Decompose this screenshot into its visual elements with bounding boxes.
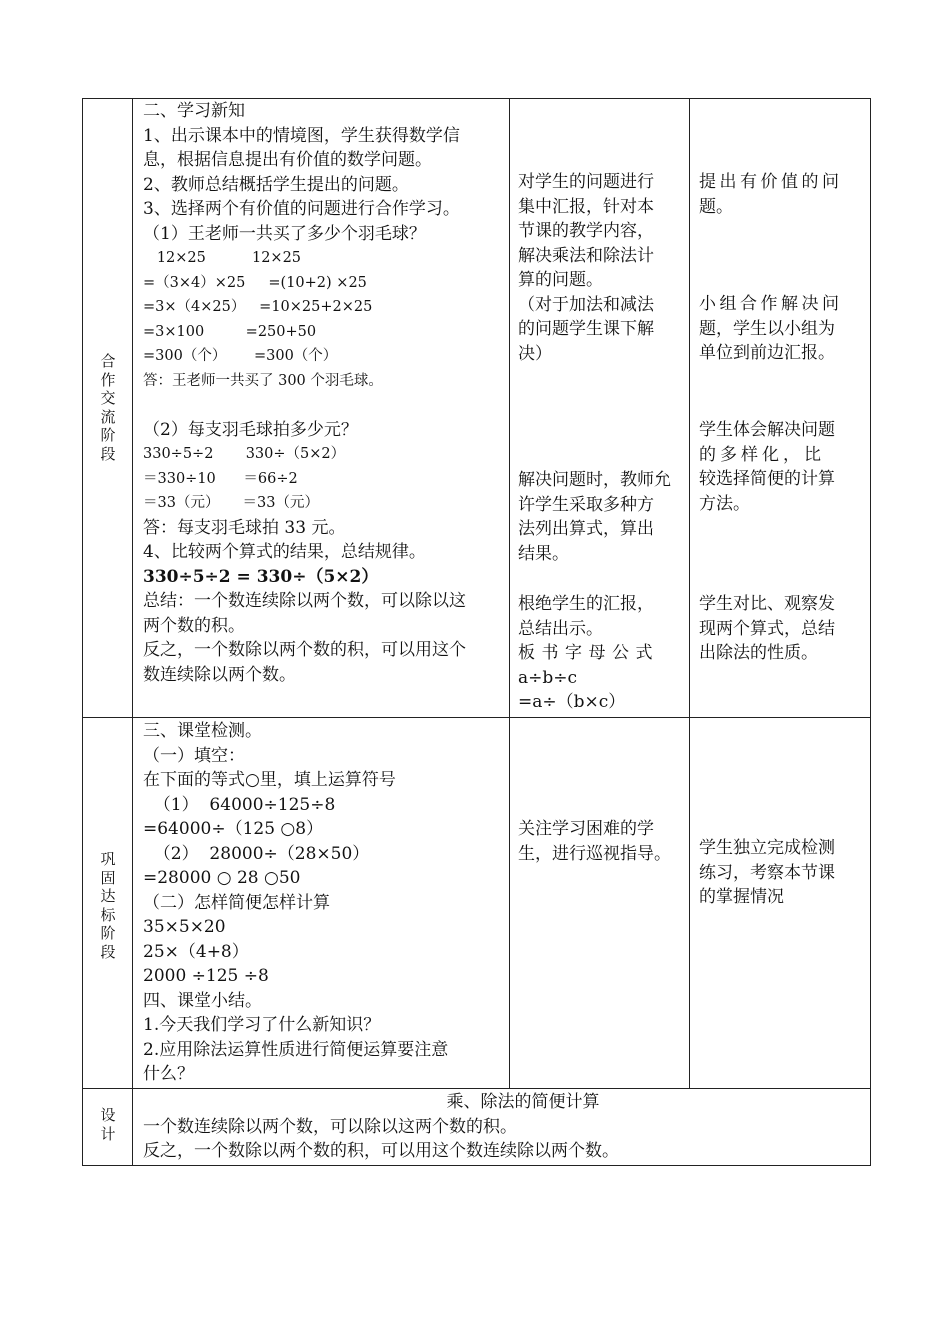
stage1-student-activity-2	[699, 292, 864, 366]
calc-line: ＝33（元） ＝33（元）	[143, 495, 319, 511]
section-heading: 四、课堂小结。	[143, 990, 262, 1011]
student-line: 学生对比、观察发	[699, 594, 835, 614]
row-divider-2	[82, 1088, 871, 1089]
stage2-teacher-activity	[518, 817, 683, 866]
stage1-teacher-activity-1	[518, 170, 683, 366]
table-border-bottom	[82, 1165, 871, 1166]
lesson-plan-table	[82, 98, 871, 1166]
teacher-line: 总结出示。	[518, 618, 603, 639]
division-formula: 330÷5÷2 = 330÷（5×2）	[143, 566, 379, 587]
stage1-student-activity-4	[699, 592, 864, 666]
teacher-line: 解决问题时，教师允	[518, 470, 671, 490]
board-design-label: 设 计	[100, 1106, 116, 1143]
content-line: 3、选择两个有价值的问题进行合作学习。	[143, 199, 460, 219]
summary-line: 两个数的积。	[143, 615, 245, 636]
teacher-line: 结果。	[518, 543, 569, 564]
student-line: 题。	[699, 196, 733, 217]
table-divider-teacher	[509, 98, 510, 1088]
student-line: 的多样化，比	[699, 444, 825, 465]
summary-line: 反之，一个数除以两个数的积，可以用这个	[143, 640, 466, 660]
content-line: （二）怎样简便怎样计算	[143, 892, 330, 913]
teacher-line: 许学生采取多种方	[518, 494, 654, 515]
answer-2: 答：每支羽毛球拍 33 元。	[143, 517, 346, 538]
teacher-line: 决）	[518, 343, 552, 364]
content-line: 息，根据信息提出有价值的数学问题。	[143, 150, 432, 170]
content-line: 2000 ÷125 ÷8	[143, 966, 269, 986]
teacher-formula: =a÷（b×c）	[518, 692, 626, 712]
teacher-formula: a÷b÷c	[518, 667, 578, 688]
student-line: 小组合作解决问	[699, 294, 843, 314]
content-line: 2、教师总结概括学生提出的问题。	[143, 174, 409, 195]
stage2-student-activity	[699, 836, 864, 910]
teacher-line: 板书字母公式	[518, 643, 659, 663]
stage1-label: 合 作 交 流 阶 段	[100, 352, 116, 463]
board-line: 反之，一个数除以两个数的积，可以用这个数连续除以两个数。	[143, 1141, 619, 1161]
teacher-line: 算的问题。	[518, 270, 603, 290]
teacher-line: （对于加法和减法	[518, 294, 654, 315]
content-line: 1.今天我们学习了什么新知识？	[143, 1015, 381, 1035]
content-line: =64000÷（125 ○8）	[143, 819, 324, 839]
stage1-content	[143, 99, 503, 687]
teacher-line: 法列出算式，算出	[518, 519, 654, 539]
student-line: 练习，考察本节课	[699, 862, 835, 883]
teacher-line: 解决乘法和除法计	[518, 245, 654, 266]
table-divider-student	[689, 98, 690, 1088]
teacher-line: 的问题学生课下解	[518, 319, 654, 339]
student-line: 较选择简便的计算	[699, 469, 835, 489]
calc-line: 330÷5÷2 330÷（5×2）	[143, 446, 346, 462]
stage1-teacher-activity-2	[518, 468, 683, 566]
table-border-right	[870, 98, 871, 1166]
student-line: 题，学生以小组为	[699, 318, 835, 339]
content-line: （2） 28000÷（28×50）	[143, 843, 370, 864]
student-line: 方法。	[699, 493, 750, 514]
calc-line: =3×（4×25） =10×25+2×25	[143, 299, 373, 315]
stage1-teacher-activity-3	[518, 592, 683, 715]
stage2-content	[143, 719, 503, 1087]
content-line: 25×（4+8）	[143, 941, 249, 962]
student-line: 现两个算式，总结	[699, 618, 835, 639]
summary-line: 数连续除以两个数。	[143, 664, 296, 685]
content-line: 1、出示课本中的情境图，学生获得数学信	[143, 125, 460, 146]
teacher-line: 节课的教学内容，	[518, 221, 654, 241]
question-2: （2）每支羽毛球拍多少元？	[143, 419, 358, 440]
calc-line: =300（个） =300（个）	[143, 348, 338, 364]
board-line: 一个数连续除以两个数，可以除以这两个数的积。	[143, 1116, 517, 1137]
calc-line: =3×100 =250+50	[143, 323, 317, 340]
teacher-line: 对学生的问题进行	[518, 172, 654, 192]
content-line: （1） 64000÷125÷8	[143, 794, 336, 815]
stage1-student-activity-3	[699, 418, 864, 516]
teacher-line: 集中汇报，针对本	[518, 196, 654, 217]
calc-line: 12×25 12×25	[143, 250, 302, 266]
student-line: 学生体会解决问题	[699, 420, 835, 440]
content-line: =28000 ○ 28 ○50	[143, 868, 301, 888]
table-border-left	[82, 98, 83, 1166]
calc-line: ＝330÷10 ＝66÷2	[143, 470, 298, 487]
student-line: 学生独立完成检测	[699, 838, 835, 858]
row-divider-1	[82, 717, 871, 718]
student-line: 的掌握情况	[699, 887, 784, 907]
table-divider-label	[132, 98, 133, 1166]
content-line: 2.应用除法运算性质进行简便运算要注意	[143, 1039, 449, 1060]
board-design-content	[143, 1090, 863, 1164]
teacher-line: 根绝学生的汇报，	[518, 594, 654, 614]
section-heading: 二、学习新知	[143, 101, 245, 121]
content-line: 什么？	[143, 1064, 194, 1084]
section-heading: 三、课堂检测。	[143, 721, 262, 741]
student-line: 出除法的性质。	[699, 643, 818, 663]
student-line: 单位到前边汇报。	[699, 343, 835, 363]
student-line: 提出有价值的问	[699, 172, 843, 192]
answer-1: 答：王老师一共买了 300 个羽毛球。	[143, 372, 383, 389]
calc-line: =（3×4）×25 =(10+2) ×25	[143, 274, 367, 291]
item-4: 4、比较两个算式的结果，总结规律。	[143, 542, 426, 562]
stage2-label: 巩 固 达 标 阶 段	[100, 850, 116, 961]
content-line: （一）填空：	[143, 745, 245, 766]
board-title: 乘、除法的简便计算	[446, 1092, 600, 1112]
summary-line: 总结：一个数连续除以两个数，可以除以这	[143, 591, 466, 611]
teacher-line: 生，进行巡视指导。	[518, 843, 671, 864]
content-line: 35×5×20	[143, 917, 226, 937]
content-line: 在下面的等式○里，填上运算符号	[143, 770, 396, 790]
question-1: （1）王老师一共买了多少个羽毛球？	[143, 223, 426, 244]
teacher-line: 关注学习困难的学	[518, 819, 654, 839]
stage1-student-activity-1	[699, 170, 864, 219]
